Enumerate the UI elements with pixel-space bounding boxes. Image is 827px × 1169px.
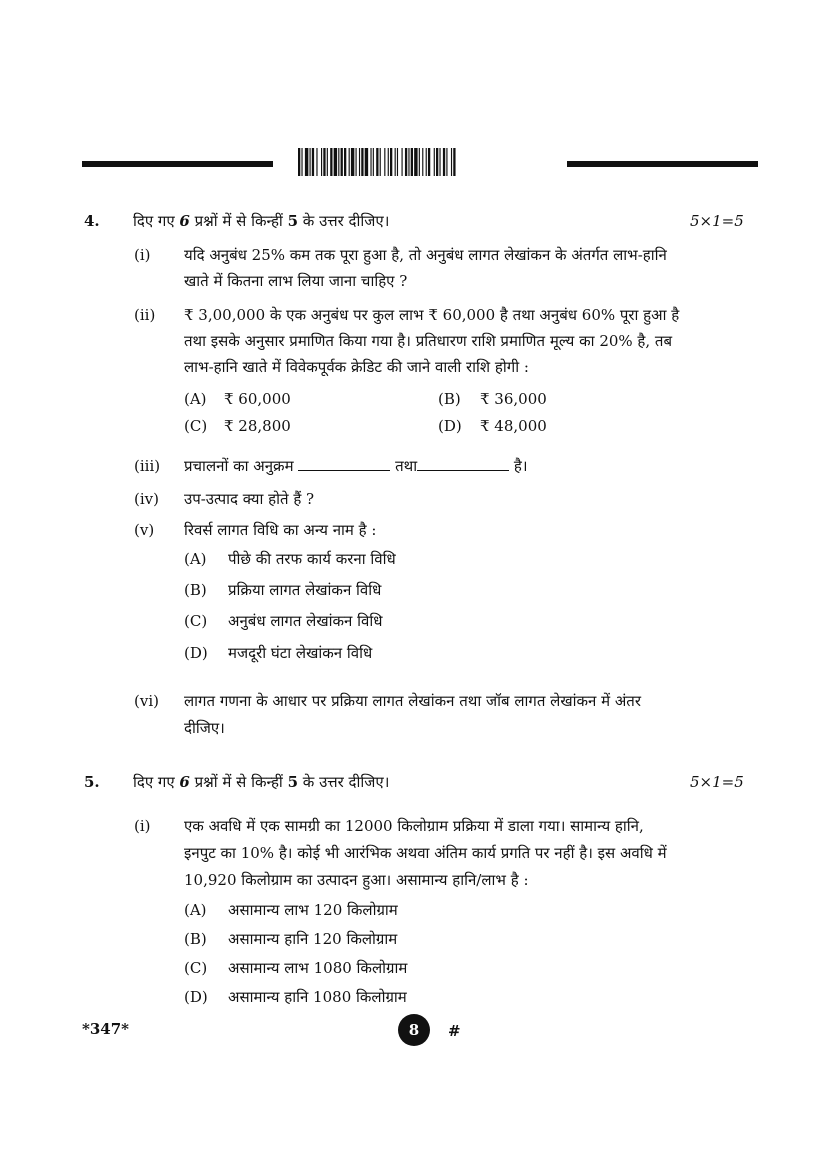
q5-i-option-d-label: (D) [184, 988, 208, 1006]
header-rule-left [82, 161, 273, 167]
header-rule-right [567, 161, 758, 167]
q4-ii-option-c-label: (C) [184, 417, 208, 435]
q4-number: 4. [84, 212, 100, 230]
barcode [298, 148, 553, 176]
q4-v-option-d-text: मजदूरी घंटा लेखांकन विधि [228, 644, 373, 662]
q4-ii-option-b-text: ₹ 36,000 [480, 390, 547, 408]
q4-v-option-b-label: (B) [184, 581, 207, 599]
q4-i-number: (i) [134, 246, 151, 264]
q4-iii-blank-2 [417, 456, 509, 471]
q4-ii-line2: तथा इसके अनुसार प्रमाणित किया गया है। प्रतिधारण राशि प्रमाणित मूल्य का 20% है, तब [184, 332, 673, 350]
q4-v-option-c-label: (C) [184, 612, 208, 630]
q5-i-line2: इनपुट का 10% है। कोई भी आरंभिक अथवा अंतिम कार्य प्रगति पर नहीं है। इस अवधि में [184, 844, 667, 862]
q5-i-option-c-label: (C) [184, 959, 208, 977]
q5-i-option-a-text: असामान्य लाभ 120 किलोग्राम [228, 901, 398, 919]
q5-i-option-b-text: असामान्य हानि 120 किलोग्राम [228, 930, 398, 948]
q4-iv-text: उप-उत्पाद क्या होते हैं ? [184, 490, 315, 508]
paper-code: *347* [82, 1020, 129, 1038]
q5-i-number: (i) [134, 817, 151, 835]
q4-iii-text: प्रचालनों का अनुक्रम तथा है। [184, 457, 528, 475]
q5-i-option-a-label: (A) [184, 901, 207, 919]
q4-i-line1: यदि अनुबंध 25% कम तक पूरा हुआ है, तो अनुबंध लागत लेखांकन के अंतर्गत लाभ-हानि [184, 246, 667, 264]
q5-i-option-c-text: असामान्य लाभ 1080 किलोग्राम [228, 959, 408, 977]
q5-number: 5. [84, 773, 100, 791]
q4-ii-line1: ₹ 3,00,000 के एक अनुबंध पर कुल लाभ ₹ 60,000 है तथा अनुबंध 60% पूरा हुआ है [184, 306, 680, 324]
q5-i-line1: एक अवधि में एक सामग्री का 12000 किलोग्राम प्रक्रिया में डाला गया। सामान्य हानि, [184, 817, 644, 835]
q4-ii-option-b-label: (B) [438, 390, 461, 408]
q4-v-option-d-label: (D) [184, 644, 208, 662]
q4-instruction: दिए गए 6 प्रश्नों में से किन्हीं 5 के उत्तर दीजिए। [133, 212, 390, 230]
q4-v-option-b-text: प्रक्रिया लागत लेखांकन विधि [228, 581, 382, 599]
q4-v-number: (v) [134, 521, 155, 539]
page-number: 8 [398, 1014, 430, 1046]
q4-vi-line1: लागत गणना के आधार पर प्रक्रिया लागत लेखांकन तथा जॉब लागत लेखांकन में अंतर [184, 692, 641, 710]
q4-iii-number: (iii) [134, 457, 161, 475]
q4-ii-line3: लाभ-हानि खाते में विवेकपूर्वक क्रेडिट की जाने वाली राशि होगी : [184, 358, 529, 376]
footer-hash: # [448, 1022, 461, 1040]
q4-ii-option-c-text: ₹ 28,800 [224, 417, 291, 435]
q5-marks: 5×1=5 [690, 773, 744, 791]
q4-ii-option-a-label: (A) [184, 390, 207, 408]
q4-ii-number: (ii) [134, 306, 156, 324]
q4-iv-number: (iv) [134, 490, 159, 508]
q4-ii-option-d-label: (D) [438, 417, 462, 435]
q5-i-option-b-label: (B) [184, 930, 207, 948]
q5-instruction: दिए गए 6 प्रश्नों में से किन्हीं 5 के उत्तर दीजिए। [133, 773, 390, 791]
q5-i-option-d-text: असामान्य हानि 1080 किलोग्राम [228, 988, 407, 1006]
q4-iii-blank-1 [298, 456, 390, 471]
q4-v-text: रिवर्स लागत विधि का अन्य नाम है : [184, 521, 377, 539]
q4-v-option-c-text: अनुबंध लागत लेखांकन विधि [228, 612, 383, 630]
q4-vi-line2: दीजिए। [184, 719, 225, 737]
q4-v-option-a-text: पीछे की तरफ कार्य करना विधि [228, 550, 396, 568]
q4-vi-number: (vi) [134, 692, 159, 710]
q4-ii-option-d-text: ₹ 48,000 [480, 417, 547, 435]
q5-i-line3: 10,920 किलोग्राम का उत्पादन हुआ। असामान्य हानि/लाभ है : [184, 871, 529, 889]
q4-i-line2: खाते में कितना लाभ लिया जाना चाहिए ? [184, 272, 408, 290]
q4-marks: 5×1=5 [690, 212, 744, 230]
q4-v-option-a-label: (A) [184, 550, 207, 568]
q4-ii-option-a-text: ₹ 60,000 [224, 390, 291, 408]
